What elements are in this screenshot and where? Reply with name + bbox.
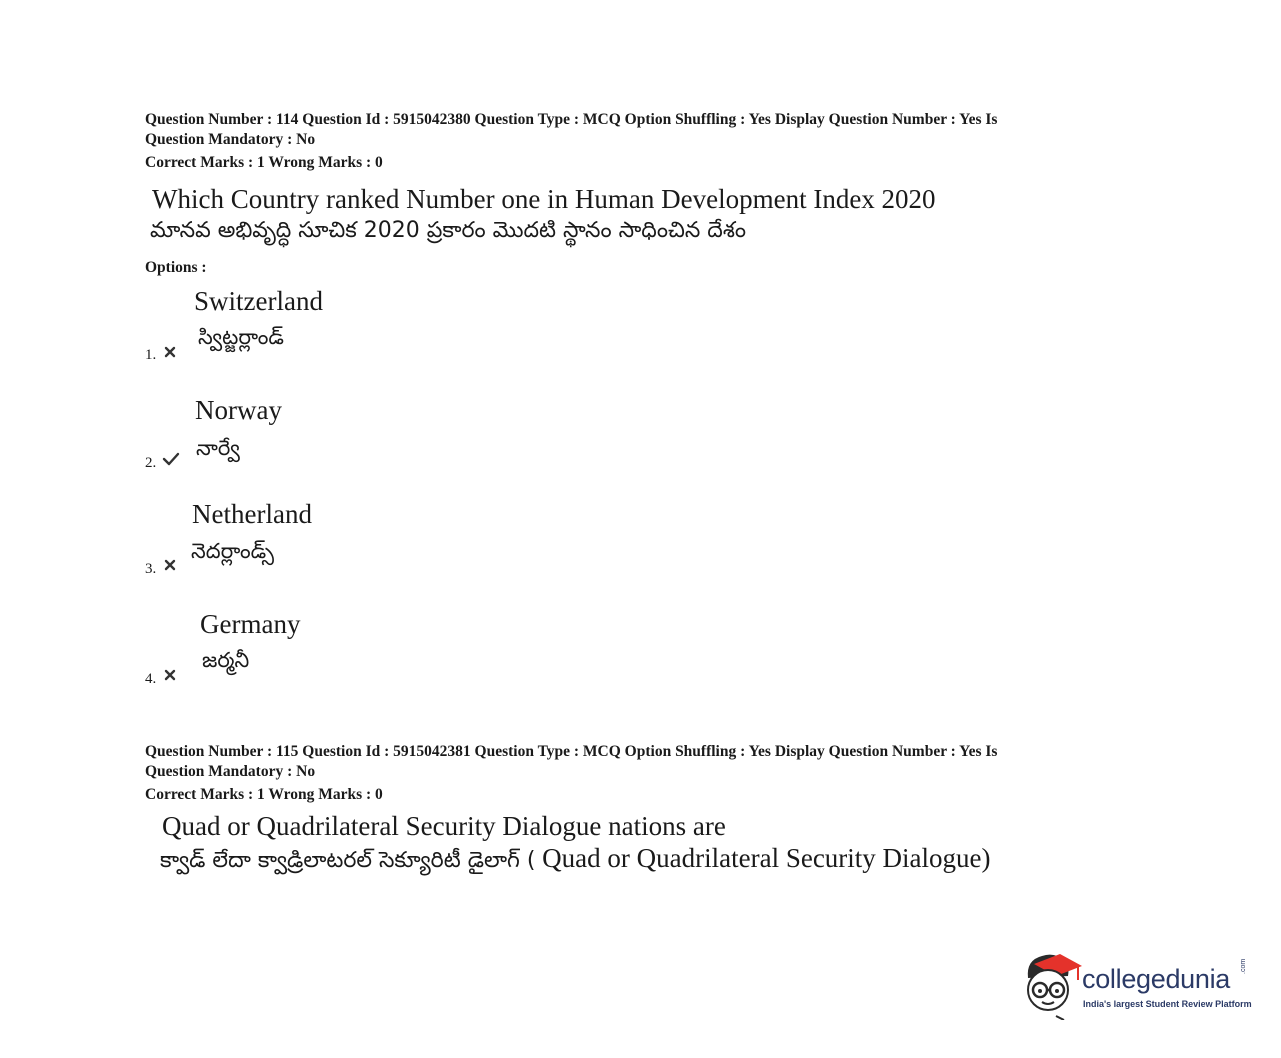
question-115-mandatory: Question Mandatory : No [145,763,316,780]
question-115-text-te-line [160,843,991,876]
question-115-header [145,742,1135,805]
option-3-text-en: Netherland [192,499,312,529]
question-114-marks: Correct Marks : 1 Wrong Marks : 0 [145,154,383,171]
student-mascot-icon [1020,950,1086,1020]
options-label: Options : [145,259,207,276]
logo-wordmark: collegedunia [1082,964,1231,994]
option-4-text-en: Germany [200,609,301,639]
wrong-cross-icon [163,668,177,682]
wrong-cross-icon [163,558,177,572]
option-1-number: 1. [145,347,157,363]
question-115-text-te-english: Quad or Quadrilateral Security Dialogue) [535,843,991,873]
wrong-cross-icon [163,345,177,359]
question-114-text-en: Which Country ranked Number one in Human Development Index 2020 [152,184,936,214]
question-114-mandatory: Question Mandatory : No [145,131,316,148]
logo-tagline: India's largest Student Review Platform [1083,999,1252,1009]
question-115-marks: Correct Marks : 1 Wrong Marks : 0 [145,786,383,803]
option-4-number: 4. [145,671,157,687]
option-2-number: 2. [145,455,157,471]
option-4-text-te: జర్మనీ [202,648,250,672]
option-3-text-te: నెదర్లాండ్స్ [191,539,275,563]
question-115-meta: Question Number : 115 Question Id : 5915042381 Question Type : MCQ Option Shuffling : Yes Display Question Number : Yes Is [145,743,998,760]
question-115-text-en: Quad or Quadrilateral Security Dialogue nations are [162,811,726,841]
option-2-text-te: నార్వే [196,436,240,460]
option-1-text-en: Switzerland [194,286,323,316]
collegedunia-logo [1020,950,1260,1020]
question-114-header [145,110,1135,173]
correct-check-icon [162,452,180,466]
logo-domain: .com [1240,958,1247,974]
question-114-meta: Question Number : 114 Question Id : 5915042380 Question Type : MCQ Option Shuffling : Yes Display Question Number : Yes Is [145,111,998,128]
question-114-text-te: మానవ అభివృద్ధి సూచిక 2020 ప్రకారం మొదటి స్థానం సాధించిన దేశం [150,218,747,243]
option-1-text-te: స్విట్జర్లాండ్ [198,325,284,349]
question-115-text-te: క్వాడ్ లేదా క్వాడ్రిలాటరల్ సెక్యూరిటీ డైలాగ్ ( [160,848,536,873]
option-2-text-en: Norway [195,395,282,425]
option-3-number: 3. [145,561,157,577]
